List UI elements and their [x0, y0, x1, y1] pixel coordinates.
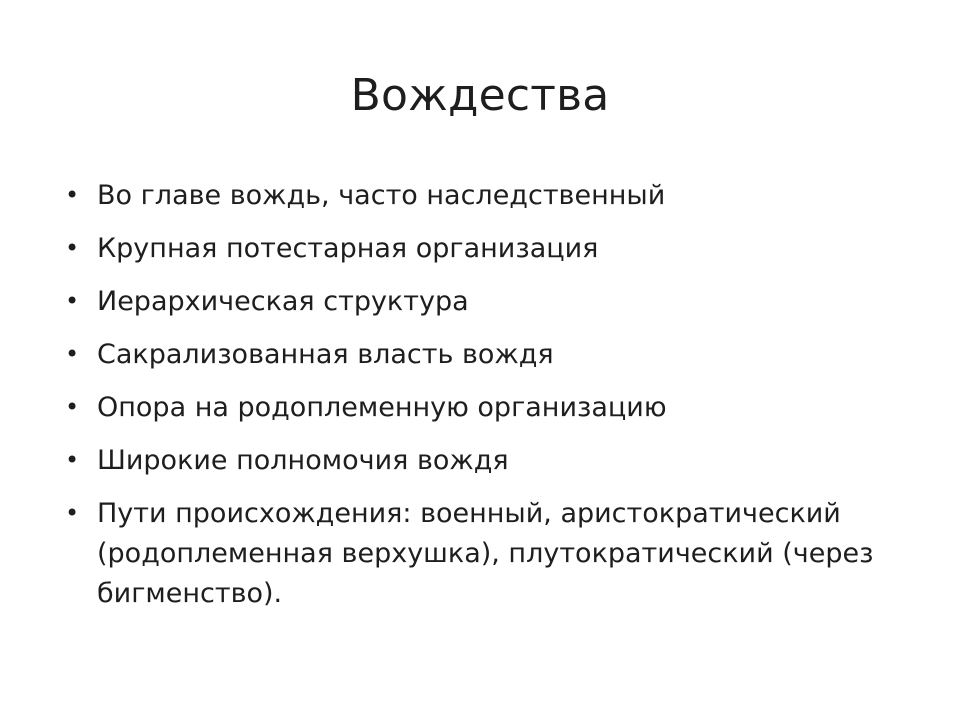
bullet-icon: •: [65, 446, 80, 474]
bullet-item: [60, 388, 880, 428]
bullet-text: Сакрализованная власть вождя: [97, 339, 554, 370]
bullet-item: [60, 441, 880, 481]
slide-title: Вождества: [350, 70, 610, 121]
bullet-text: Широкие полномочия вождя: [97, 445, 509, 476]
bullet-icon: •: [65, 499, 80, 527]
bullet-item: [60, 282, 880, 322]
bullet-text: Пути происхождения: военный, аристократический (родоплеменная верхушка), плутократический (через бигменство).: [97, 498, 874, 609]
bullet-icon: •: [65, 234, 80, 262]
bullet-icon: •: [65, 393, 80, 421]
bullet-icon: •: [65, 181, 80, 209]
bullet-icon: •: [65, 287, 80, 315]
bullet-text: Во главе вождь, часто наследственный: [97, 180, 666, 211]
bullet-item: [60, 176, 880, 216]
bullet-text: Иерархическая структура: [97, 286, 469, 317]
bullet-text: Крупная потестарная организация: [97, 233, 599, 264]
bullet-item: [60, 335, 880, 375]
bullet-icon: •: [65, 340, 80, 368]
bullet-text: Опора на родоплеменную организацию: [97, 392, 667, 423]
bullet-item: [60, 229, 880, 269]
bullet-item: [60, 494, 880, 614]
bullet-list: [60, 176, 880, 627]
